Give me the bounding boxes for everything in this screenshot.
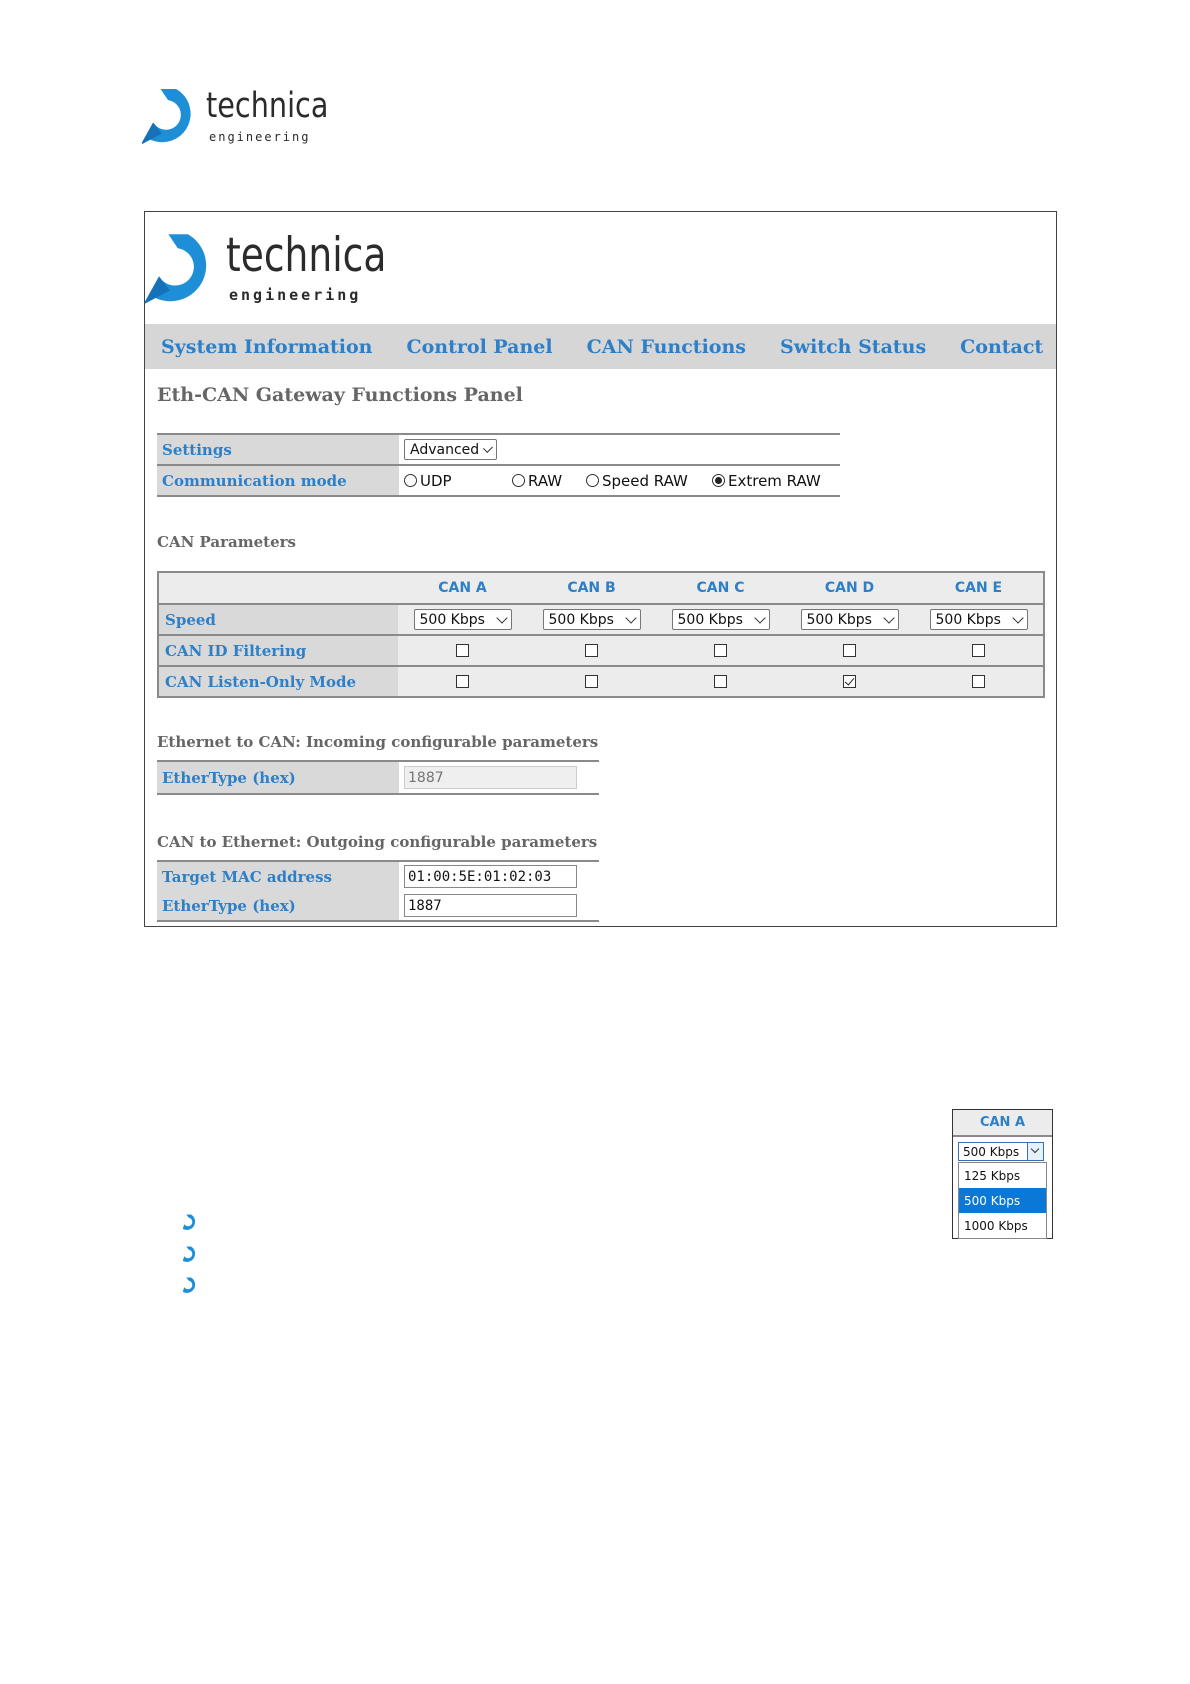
speed-select-can-e[interactable] — [930, 609, 1028, 630]
technica-swirl-icon — [145, 228, 223, 306]
radio-speed-raw-label: Speed RAW — [602, 471, 688, 490]
radio-udp[interactable] — [404, 472, 512, 490]
target-mac-input[interactable] — [404, 865, 577, 888]
communication-mode-radios — [399, 466, 821, 495]
speed-value: 500 Kbps — [548, 611, 614, 628]
settings-table — [157, 433, 840, 497]
id-filter-checkbox-can-b[interactable] — [585, 644, 598, 657]
gateway-screenshot — [144, 211, 1057, 927]
settings-select[interactable] — [404, 439, 497, 460]
can-id-filtering-label: CAN ID Filtering — [165, 641, 307, 660]
main-nav — [145, 324, 1056, 369]
can-parameters-title: CAN Parameters — [157, 533, 296, 551]
can-d-header: CAN D — [824, 580, 875, 596]
radio-raw-dot[interactable] — [512, 474, 525, 487]
inset-can-a-header: CAN A — [953, 1110, 1052, 1137]
option-500-kbps[interactable]: 500 Kbps — [959, 1188, 1046, 1213]
swirl-bullet-icon — [181, 1276, 199, 1294]
option-125-kbps[interactable]: 125 Kbps — [964, 1168, 1021, 1183]
inset-options-list — [958, 1162, 1047, 1239]
radio-extrem-raw-dot[interactable] — [712, 474, 725, 487]
nav-switch-status[interactable]: Switch Status — [780, 335, 927, 358]
listen-only-checkbox-can-a[interactable] — [456, 675, 469, 688]
radio-udp-label: UDP — [420, 471, 452, 490]
can-to-eth-table — [157, 860, 599, 922]
id-filter-checkbox-can-e[interactable] — [972, 644, 985, 657]
technica-swirl-icon — [142, 84, 204, 146]
radio-raw[interactable] — [512, 472, 586, 490]
listen-only-checkbox-can-c[interactable] — [714, 675, 727, 688]
speed-value: 500 Kbps — [935, 611, 1001, 628]
can-c-header: CAN C — [696, 580, 745, 596]
chevron-down-icon — [883, 612, 894, 623]
chevron-down-icon — [754, 612, 765, 623]
can-e-header: CAN E — [954, 580, 1003, 596]
ethertype-in-input[interactable] — [404, 766, 577, 789]
brand-wordmark: technica — [226, 228, 387, 283]
listen-only-checkbox-can-b[interactable] — [585, 675, 598, 688]
target-mac-label: Target MAC address — [162, 867, 332, 886]
inset-selected-value: 500 Kbps — [963, 1144, 1020, 1159]
ethertype-out-label: EtherType (hex) — [162, 896, 296, 915]
settings-label: Settings — [162, 440, 232, 459]
speed-dropdown-inset — [952, 1109, 1053, 1239]
listen-only-checkbox-can-d[interactable] — [843, 675, 856, 688]
listen-only-checkbox-can-e[interactable] — [972, 675, 985, 688]
chevron-down-icon[interactable] — [1027, 1143, 1043, 1160]
swirl-bullet-icon — [181, 1245, 199, 1263]
brand-tagline: engineering — [229, 286, 362, 304]
radio-extrem-raw[interactable] — [712, 472, 821, 490]
radio-speed-raw-dot[interactable] — [586, 474, 599, 487]
nav-system-information[interactable]: System Information — [161, 335, 373, 358]
inset-speed-select[interactable] — [958, 1142, 1044, 1161]
eth-to-can-table — [157, 760, 599, 795]
brand-wordmark: technica — [206, 86, 329, 126]
can-to-eth-title: CAN to Ethernet: Outgoing configurable parameters — [157, 833, 598, 851]
speed-label: Speed — [165, 610, 216, 629]
page-title: Eth-CAN Gateway Functions Panel — [157, 384, 523, 406]
swirl-bullet-icon — [181, 1213, 199, 1231]
nav-contact[interactable]: Contact — [960, 335, 1044, 358]
can-parameters-table — [157, 571, 1045, 698]
chevron-down-icon — [625, 612, 636, 623]
chevron-down-icon — [496, 612, 507, 623]
brand-tagline: engineering — [209, 130, 311, 144]
option-1000-kbps[interactable]: 1000 Kbps — [964, 1218, 1028, 1233]
radio-extrem-raw-label: Extrem RAW — [728, 471, 821, 490]
chevron-down-icon — [483, 443, 493, 453]
speed-select-can-a[interactable] — [414, 609, 512, 630]
radio-speed-raw[interactable] — [586, 472, 712, 490]
id-filter-checkbox-can-a[interactable] — [456, 644, 469, 657]
speed-value: 500 Kbps — [806, 611, 872, 628]
ethertype-in-label: EtherType (hex) — [162, 768, 296, 787]
speed-select-can-c[interactable] — [672, 609, 770, 630]
technica-logo — [142, 82, 342, 152]
can-b-header: CAN B — [567, 580, 616, 596]
speed-select-can-d[interactable] — [801, 609, 899, 630]
eth-to-can-title: Ethernet to CAN: Incoming configurable parameters — [157, 733, 599, 751]
settings-select-value: Advanced — [410, 441, 480, 458]
speed-value: 500 Kbps — [419, 611, 485, 628]
can-a-header: CAN A — [438, 580, 487, 596]
id-filter-checkbox-can-c[interactable] — [714, 644, 727, 657]
can-listen-only-label: CAN Listen-Only Mode — [165, 672, 357, 691]
nav-can-functions[interactable]: CAN Functions — [586, 335, 746, 358]
radio-udp-dot[interactable] — [404, 474, 417, 487]
chevron-down-icon — [1012, 612, 1023, 623]
speed-select-can-b[interactable] — [543, 609, 641, 630]
id-filter-checkbox-can-d[interactable] — [843, 644, 856, 657]
speed-value: 500 Kbps — [677, 611, 743, 628]
nav-control-panel[interactable]: Control Panel — [406, 335, 553, 358]
panel-technica-logo — [145, 226, 405, 316]
communication-mode-label: Communication mode — [162, 471, 347, 490]
radio-raw-label: RAW — [528, 471, 563, 490]
ethertype-out-input[interactable] — [404, 894, 577, 917]
